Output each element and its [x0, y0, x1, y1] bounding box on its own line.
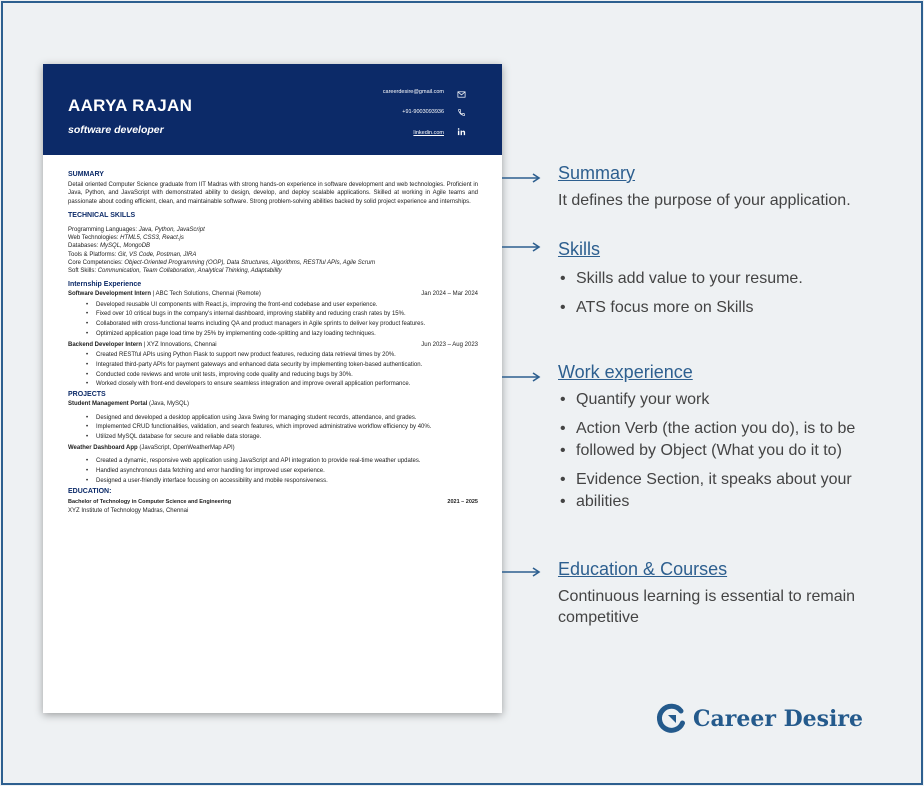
skill-value: Git, VS Code, Postman, JIRA — [118, 251, 197, 258]
project-row — [68, 400, 478, 408]
project-bullet: • Utilized MySQL database for secure and reliable data storage. — [86, 434, 478, 442]
resume-sheet — [43, 64, 502, 713]
skills-list — [68, 226, 478, 275]
skill-row — [68, 259, 478, 267]
summary-text: Detail oriented Computer Science graduate from IIT Madras with strong hands-on experience in software development and web technologies. Proficient in Java, Python, and JavaScript with demonstrated ability to design, develop, and deploy scalable applications. Skilled at working in Agile teams and passionate about coding efficient, clean, and maintainable software. Strong problem-solving abilities backed by solid project experience and internships. — [68, 182, 478, 205]
job-bullet: • Conducted code reviews and wrote unit tests, improving code quality and reducing bugs by 30%. — [86, 372, 478, 380]
annotation-skills-title[interactable]: Skills — [558, 239, 601, 259]
annotation-work — [558, 362, 855, 520]
annotation-education-title[interactable]: Education & Courses — [558, 559, 728, 579]
candidate-name: AARYA RAJAN — [68, 96, 193, 115]
annotation-summary — [558, 163, 851, 211]
skill-label: Soft Skills: — [68, 268, 98, 275]
skill-label: Databases: — [68, 243, 101, 250]
contact-linkedin[interactable]: linkedin.com — [413, 130, 444, 136]
annotation-summary-desc: It defines the purpose of your application. — [558, 192, 851, 209]
skill-value: Communication, Team Collaboration, Analytical Thinking, Adaptability — [97, 268, 282, 275]
job-title: Backend Developer Intern — [68, 341, 143, 348]
annotation-education-desc: Continuous learning is essential to remain competitive — [558, 588, 856, 626]
job-title-line — [68, 341, 217, 349]
project-bullets — [86, 458, 478, 485]
project-tech: (Java, MySQL) — [147, 401, 190, 408]
job-row — [68, 341, 478, 349]
career-desire-logo-icon — [655, 703, 687, 735]
contact-email[interactable]: careerdesire@gmail.com — [382, 89, 444, 95]
jobs-list — [68, 290, 478, 388]
education-heading: EDUCATION: — [68, 488, 112, 496]
skill-row — [68, 234, 478, 242]
annotation-work-point: • Evidence Section, it speaks about your — [558, 469, 855, 490]
career-desire-logo — [655, 703, 863, 735]
annotation-education — [558, 559, 908, 628]
project-bullet: • Designed a user-friendly interface focusing on accessibility and mobile responsiveness. — [86, 478, 478, 486]
arrow-right-icon — [502, 567, 542, 577]
email-icon — [457, 90, 466, 99]
job-bullet: • Worked closely with front-end developers to ensure seamless integration and improve overall application performance. — [86, 381, 478, 389]
job-bullet: • Optimized application page load time by 25% by implementing code-splitting and lazy loading techniques. — [86, 331, 478, 339]
skill-label: Programming Languages: — [68, 227, 139, 234]
job-bullet: • Created RESTful APIs using Python Flask to support new product features, reducing data retrieval times by 20%. — [86, 352, 478, 360]
skill-value: Java, Python, JavaScript — [138, 227, 205, 234]
skill-label: Tools & Platforms: — [68, 251, 119, 258]
skill-row — [68, 267, 478, 275]
job-bullets — [86, 352, 478, 389]
arrow-right-icon — [502, 242, 542, 252]
job-bullet: • Fixed over 10 critical bugs in the company's internal dashboard, improving stability and reducing crash rates by 15%. — [86, 311, 478, 319]
skill-value: MySQL, MongoDB — [100, 243, 151, 250]
projects-list — [68, 400, 478, 485]
skill-value: Object-Oriented Programming (OOP), Data Structures, Algorithms, RESTful APIs, Agile Scrum — [124, 259, 376, 266]
annotation-skills — [558, 239, 803, 326]
phone-icon — [457, 108, 466, 117]
annotation-summary-title[interactable]: Summary — [558, 163, 636, 183]
project-title-line — [68, 400, 189, 408]
job-bullet: • Developed reusable UI components with React.js, improving the front-end codebase and user experience. — [86, 302, 478, 310]
job-row — [68, 290, 478, 298]
resume-header — [43, 64, 502, 155]
project-bullet: • Implemented CRUD functionalities, validation, and search features, which improved administrative workflow efficiency by 40%. — [86, 424, 478, 432]
project-title: Weather Dashboard App — [68, 444, 138, 451]
skill-label: Core Competencies: — [68, 259, 125, 266]
annotation-work-point: • abilities — [558, 491, 855, 512]
project-bullets — [86, 415, 478, 442]
candidate-role: software developer — [68, 124, 164, 136]
school: XYZ Institute of Technology Madras, Chennai — [68, 507, 189, 514]
skill-row — [68, 226, 478, 234]
internship-heading: Internship Experience — [68, 281, 142, 289]
degree-years: 2021 – 2025 — [447, 499, 478, 506]
education-row — [68, 498, 478, 506]
job-title: Software Development Intern — [68, 291, 152, 298]
project-title: Student Management Portal — [68, 401, 148, 408]
degree: Bachelor of Technology in Computer Science and Engineering — [68, 499, 232, 506]
brand-name: Career Desire — [693, 706, 864, 732]
project-bullet: • Designed and developed a desktop application using Java Swing for managing student records, attendance, and grades. — [86, 415, 478, 423]
skill-label: Web Technologies: — [68, 235, 121, 242]
skill-row — [68, 251, 478, 259]
skills-heading: TECHNICAL SKILLS — [68, 211, 136, 219]
skill-row — [68, 242, 478, 250]
annotation-work-point: • Action Verb (the action you do), is to be — [558, 418, 855, 439]
contact-phone: +91-9003093936 — [402, 109, 444, 115]
project-tech: (JavaScript, OpenWeatherMap API) — [137, 444, 235, 451]
arrow-right-icon — [502, 173, 542, 183]
job-org: | ABC Tech Solutions, Chennai (Remote) — [151, 291, 261, 298]
job-title-line — [68, 290, 261, 298]
project-row — [68, 444, 478, 452]
arrow-right-icon — [502, 372, 542, 382]
project-title-line — [68, 444, 235, 452]
job-bullet: • Integrated third-party APIs for payment gateways and enhanced data security by implementing token-based authentication. — [86, 362, 478, 370]
job-org: | XYZ Innovations, Chennai — [142, 341, 217, 348]
project-bullet: • Handled asynchronous data fetching and error handling for improved user experience. — [86, 468, 478, 476]
summary-heading: SUMMARY — [68, 171, 104, 178]
annotation-skills-point: • Skills add value to your resume. — [558, 268, 803, 289]
job-dates: Jan 2024 – Mar 2024 — [421, 291, 478, 298]
job-dates: Jun 2023 – Aug 2023 — [421, 341, 478, 348]
job-bullets — [86, 302, 478, 339]
annotation-work-point: • followed by Object (What you do it to) — [558, 440, 855, 461]
project-bullet: • Created a dynamic, responsive web application using JavaScript and API integration to provide real-time weather updates. — [86, 458, 478, 466]
annotation-work-title[interactable]: Work experience — [558, 362, 693, 382]
projects-heading: PROJECTS — [68, 391, 106, 399]
linkedin-icon — [457, 127, 466, 136]
annotation-work-point: • Quantify your work — [558, 389, 855, 410]
resume-body — [68, 171, 478, 515]
skill-value: HTML5, CSS3, React.js — [120, 235, 184, 242]
job-bullet: • Collaborated with cross-functional teams including QA and product managers in Agile sprints to deliver key product features. — [86, 321, 478, 329]
annotation-skills-point: • ATS focus more on Skills — [558, 297, 803, 318]
